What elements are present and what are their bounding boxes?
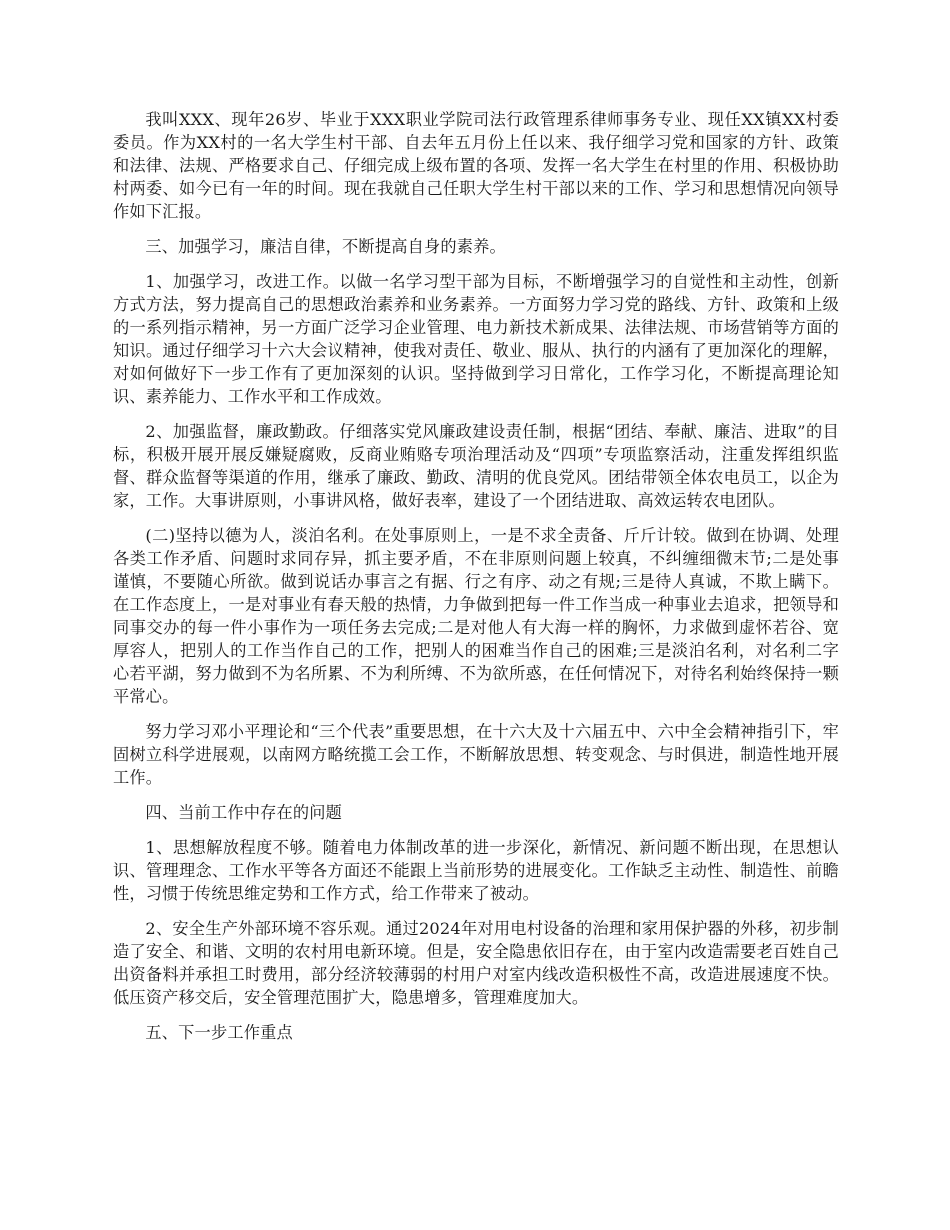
document-page [113,108,839,1056]
paragraph-theory: 努力学习邓小平理论和“三个代表”重要思想，在十六大及十六届五中、六中全会精神指引下，牢固树立科学进展观，以南网方略统揽工会工作，不断解放思想、转变观念、与时俱进，制造性地开展工作。 [113,722,839,787]
intro-paragraph: 我叫XXX、现年26岁、毕业于XXX职业学院司法行政管理系律师事务专业、现任XX镇XX村委委员。作为XX村的一名大学生村干部、自去年五月份上任以来、我仔细学习党和国家的方针、政策和法律、法规、严格要求自己、仔细完成上级布置的各项、发挥一名大学生在村里的作用、积极协助村两委、如今已有一年的时间。现在我就自己任职大学生村干部以来的工作、学习和思想情况向领导作如下汇报。 [113,110,839,221]
section-heading-next-steps: 五、下一步工作重点 [145,1023,293,1042]
paragraph-problem-safety: 2、安全生产外部环境不容乐观。通过2024年对用电村设备的治理和家用保护器的外移，初步制造了安全、和谐、文明的农村用电新环境。但是，安全隐患依旧存在，由于室内改造需要老百姓自己出资备料并承担工时费用，部分经济较薄弱的村用户对室内线改造积极性不高，改造进展速度不快。低压资产移交后，安全管理范围扩大，隐患增多，管理难度加大。 [113,919,839,1007]
section-heading-study: 三、加强学习，廉洁自律，不断提高自身的素养。 [145,237,506,256]
paragraph-virtue: (二)坚持以德为人，淡泊名利。在处事原则上，一是不求全责备、斤斤计较。做到在协调、处理各类工作矛盾、问题时求同存异，抓主要矛盾，不在非原则问题上较真，不纠缠细微末节;二是处事谨慎，不要随心所欲。做到说话办事言之有据、行之有序、动之有规;三是待人真诚，不欺上瞒下。在工作态度上，一是对事业有春天般的热情，力争做到把每一件工作当成一种事业去追求，把领导和同事交办的每一件小事作为一项任务去完成;二是对他人有大海一样的胸怀，力求做到虚怀若谷、宽厚容人，把别人的工作当作自己的工作，把别人的困难当作自己的困难;三是淡泊名利，对名利二字心若平湖，努力做到不为名所累、不为利所缚、不为欲所惑，在任何情况下，对待名利始终保持一颗平常心。 [113,526,839,706]
paragraph-study: 1、加强学习，改进工作。以做一名学习型干部为目标，不断增强学习的自觉性和主动性，创新方式方法，努力提高自己的思想政治素养和业务素养。一方面努力学习党的路线、方针、政策和上级的一系列指示精神，另一方面广泛学习企业管理、电力新技术新成果、法律法规、市场营销等方面的知识。通过仔细学习十六大会议精神，使我对责任、敬业、服从、执行的内涵有了更加深化的理解，对如何做好下一步工作有了更加深刻的认识。坚持做到学习日常化，工作学习化，不断提高理论知识、素养能力、工作水平和工作成效。 [113,272,839,406]
section-heading-problems: 四、当前工作中存在的问题 [145,803,343,822]
paragraph-problem-thinking: 1、思想解放程度不够。随着电力体制改革的进一步深化，新情况、新问题不断出现，在思想认识、管理理念、工作水平等各方面还不能跟上当前形势的进展变化。工作缺乏主动性、制造性、前瞻性，习惯于传统思维定势和工作方式，给工作带来了被动。 [113,838,839,903]
paragraph-supervision: 2、加强监督，廉政勤政。仔细落实党风廉政建设责任制，根据“团结、奉献、廉洁、进取”的目标，积极开展开展反嫌疑腐败，反商业贿赂专项治理活动及“四项”专项监察活动，注重发挥组织监督、群众监督等渠道的作用，继承了廉政、勤政、清明的优良党风。团结带领全体农电员工，以企为家，工作。大事讲原则，小事讲风格，做好表率，建设了一个团结进取、高效运转农电团队。 [113,422,839,510]
